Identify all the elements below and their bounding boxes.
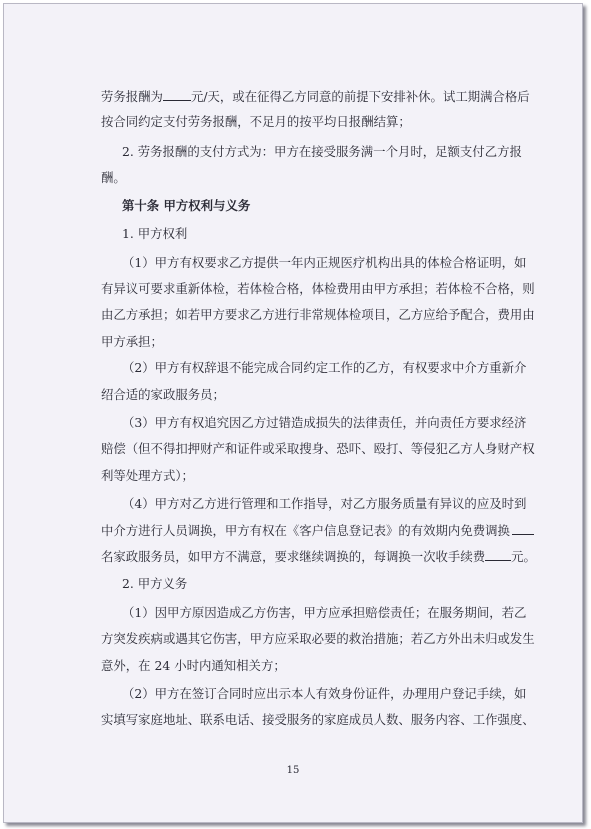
text-line: （4）甲方对乙方进行管理和工作指导，对乙方服务质量有异议的应及时到	[122, 496, 527, 511]
text-line: 2. 劳务报酬的支付方式为：甲方在接受服务满一个月时，足额支付乙方报	[122, 144, 522, 159]
text-line: 名家政服务员，如甲方不满意，要求继续调换的，每调换一次收手续费 元。	[101, 549, 536, 564]
text-line: 利等处理方式）；	[101, 468, 194, 483]
document-page	[3, 3, 583, 823]
text-line: （3）甲方有权追究因乙方过错造成损失的法律责任，并向责任方要求经济	[122, 415, 527, 430]
text-line: 劳务报酬为 元/天，或在征得乙方同意的前提下安排补休。试工期满合格后	[101, 89, 530, 104]
fill-blank	[163, 88, 191, 101]
text-line: 甲方承担；	[101, 334, 163, 349]
section-heading: 第十条 甲方权利与义务	[122, 198, 251, 213]
text-line: （1）因甲方原因造成乙方伤害，甲方应承担赔偿责任；在服务期间，若乙	[122, 605, 527, 620]
text-line: （2）甲方有权辞退不能完成合同约定工作的乙方，有权要求中介方重新介	[122, 360, 527, 375]
text-line: 中介方进行人员调换，甲方有权在《客户信息登记表》的有效期内免费调换	[101, 522, 591, 539]
text-line: 赔偿（但不得扣押财产和证件或采取搜身、恐吓、殴打、等侵犯乙方人身财产权	[101, 441, 535, 456]
text-line: 按合同约定支付劳务报酬，不足月的按平均日报酬结算；	[101, 114, 411, 129]
page-number: 15	[286, 765, 300, 776]
text-line: 实填写家庭地址、联系电话、接受服务的家庭成员人数、服务内容、工作强度、	[101, 712, 535, 727]
subsection-heading: 2. 甲方义务	[122, 576, 188, 591]
text-line: 方突发疾病或遇其它伤害，甲方应采取必要的救治措施；若乙方外出未归或发生	[101, 631, 535, 646]
fill-blank	[512, 522, 534, 535]
text-line: 酬。	[101, 170, 126, 185]
subsection-heading: 1. 甲方权利	[122, 226, 188, 241]
text-line: 意外，在 24 小时内通知相关方；	[101, 658, 286, 673]
text-line: 有异议可要求重新体检，若体检合格，体检费用由甲方承担；若体检不合格，则	[101, 281, 535, 296]
text-line: 绍合适的家政服务员；	[101, 387, 225, 402]
fill-blank	[485, 548, 511, 561]
text-line: （1）甲方有权要求乙方提供一年内正规医疗机构出具的体检合格证明，如	[122, 255, 527, 270]
text-line: （2）甲方在签订合同时应出示本人有效身份证件，办理用户登记手续，如	[122, 686, 527, 701]
text-line: 由乙方承担；如若甲方要求乙方进行非常规体检项目，乙方应给予配合，费用由	[101, 307, 535, 322]
